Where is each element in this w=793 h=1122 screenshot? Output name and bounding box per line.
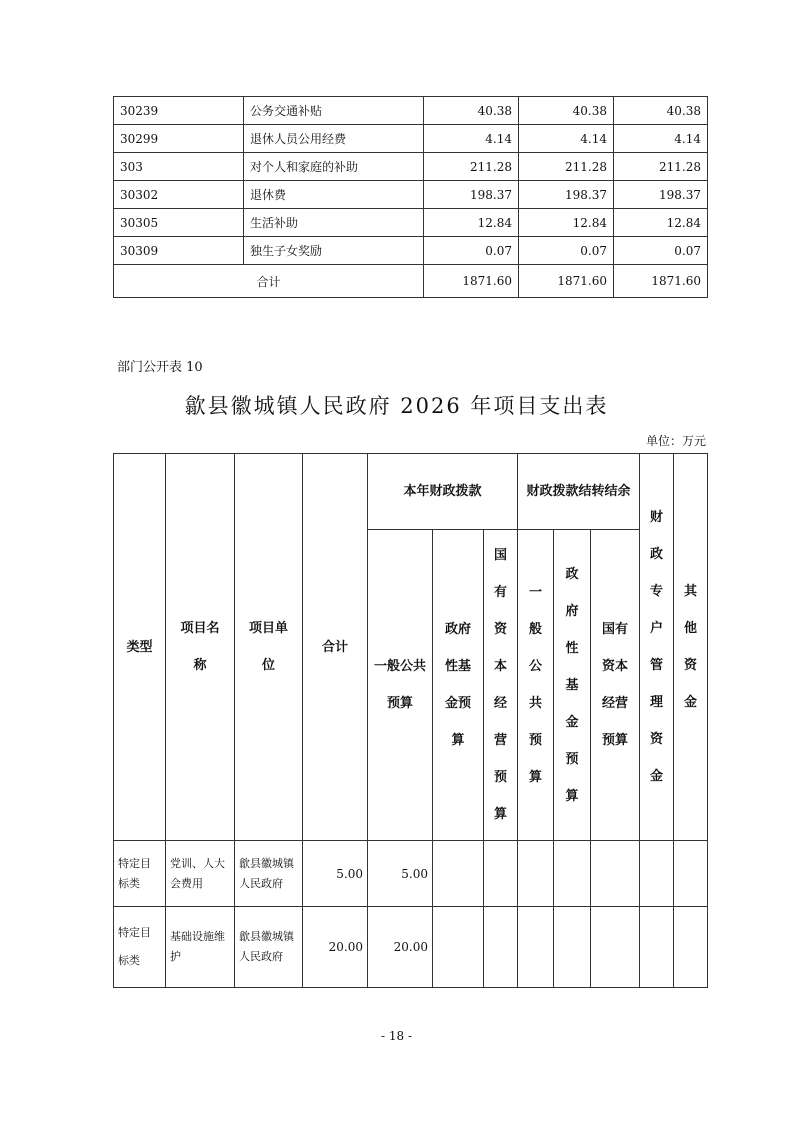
header-project-unit: 项目单位: [235, 454, 303, 841]
value-cell: 4.14: [614, 125, 708, 153]
name-cell: 退休人员公用经费: [244, 125, 424, 153]
total-value: 1871.60: [519, 265, 614, 298]
empty-cell: [433, 907, 484, 988]
header-project-name: 项目名称: [166, 454, 235, 841]
table-row: [114, 237, 708, 265]
header-current-year-appropriation: 本年财政拨款: [368, 454, 518, 530]
value-cell: 211.28: [519, 153, 614, 181]
value-cell: 12.84: [519, 209, 614, 237]
code-cell: 30302: [114, 181, 244, 209]
project-name-cell: 基础设施维护: [166, 907, 235, 988]
table-row: [114, 125, 708, 153]
header-total: 合计: [303, 454, 368, 841]
cy-general-cell: 20.00: [368, 907, 433, 988]
code-cell: 30299: [114, 125, 244, 153]
header-cy-state-capital-budget: 国有资本经营预算: [484, 530, 518, 841]
empty-cell: [591, 907, 640, 988]
header-row: [114, 454, 708, 530]
value-cell: 4.14: [424, 125, 519, 153]
total-value: 1871.60: [424, 265, 519, 298]
table-tag: 部门公开表 10: [117, 360, 203, 375]
empty-cell: [674, 907, 708, 988]
empty-cell: [433, 841, 484, 907]
project-expenditure-table: [113, 453, 708, 988]
unit-label: 单位：万元: [645, 434, 706, 448]
code-cell: 30305: [114, 209, 244, 237]
project-unit-cell: 歙县徽城镇人民政府: [235, 907, 303, 988]
empty-cell: [554, 907, 591, 988]
code-cell: 30239: [114, 97, 244, 125]
header-other-funds: 其他资金: [674, 454, 708, 841]
table-row: [114, 209, 708, 237]
header-carryover: 财政拨款结转结余: [518, 454, 640, 530]
value-cell: 198.37: [614, 181, 708, 209]
header-type: 类型: [114, 454, 166, 841]
empty-cell: [554, 841, 591, 907]
expense-breakdown-table: [113, 96, 708, 298]
empty-cell: [674, 841, 708, 907]
name-cell: 独生子女奖励: [244, 237, 424, 265]
value-cell: 40.38: [519, 97, 614, 125]
type-cell: 特定目标类: [114, 841, 166, 907]
value-cell: 198.37: [519, 181, 614, 209]
value-cell: 0.07: [424, 237, 519, 265]
type-cell: 特定目标类: [114, 907, 166, 988]
empty-cell: [518, 841, 554, 907]
total-label: 合计: [114, 265, 424, 298]
name-cell: 退休费: [244, 181, 424, 209]
project-name-cell: 党训、人大会费用: [166, 841, 235, 907]
header-co-general-budget: 一般公共预算: [518, 530, 554, 841]
page-number: - 18 -: [380, 1029, 412, 1043]
total-cell: 5.00: [303, 841, 368, 907]
code-cell: 303: [114, 153, 244, 181]
header-co-gov-fund-budget: 政府性基金预算: [554, 530, 591, 841]
empty-cell: [591, 841, 640, 907]
header-cy-gov-fund-budget: 政府性基金预算: [433, 530, 484, 841]
value-cell: 4.14: [519, 125, 614, 153]
table-row: [114, 907, 708, 988]
value-cell: 40.38: [424, 97, 519, 125]
cy-general-cell: 5.00: [368, 841, 433, 907]
project-unit-cell: 歙县徽城镇人民政府: [235, 841, 303, 907]
header-co-state-capital-budget: 国有资本经营预算: [591, 530, 640, 841]
table-row: [114, 181, 708, 209]
value-cell: 211.28: [614, 153, 708, 181]
total-cell: 20.00: [303, 907, 368, 988]
value-cell: 0.07: [614, 237, 708, 265]
value-cell: 12.84: [614, 209, 708, 237]
value-cell: 198.37: [424, 181, 519, 209]
name-cell: 生活补助: [244, 209, 424, 237]
empty-cell: [484, 841, 518, 907]
total-row: [114, 265, 708, 298]
name-cell: 公务交通补贴: [244, 97, 424, 125]
value-cell: 12.84: [424, 209, 519, 237]
table-row: [114, 97, 708, 125]
total-value: 1871.60: [614, 265, 708, 298]
value-cell: 0.07: [519, 237, 614, 265]
empty-cell: [484, 907, 518, 988]
table-row: [114, 841, 708, 907]
header-cy-general-budget: 一般公共预算: [368, 530, 433, 841]
value-cell: 40.38: [614, 97, 708, 125]
value-cell: 211.28: [424, 153, 519, 181]
page-title: 歙县徽城镇人民政府 2026 年项目支出表: [184, 394, 609, 418]
code-cell: 30309: [114, 237, 244, 265]
name-cell: 对个人和家庭的补助: [244, 153, 424, 181]
empty-cell: [640, 907, 674, 988]
empty-cell: [640, 841, 674, 907]
table-row: [114, 153, 708, 181]
header-special-account: 财政专户管理资金: [640, 454, 674, 841]
empty-cell: [518, 907, 554, 988]
